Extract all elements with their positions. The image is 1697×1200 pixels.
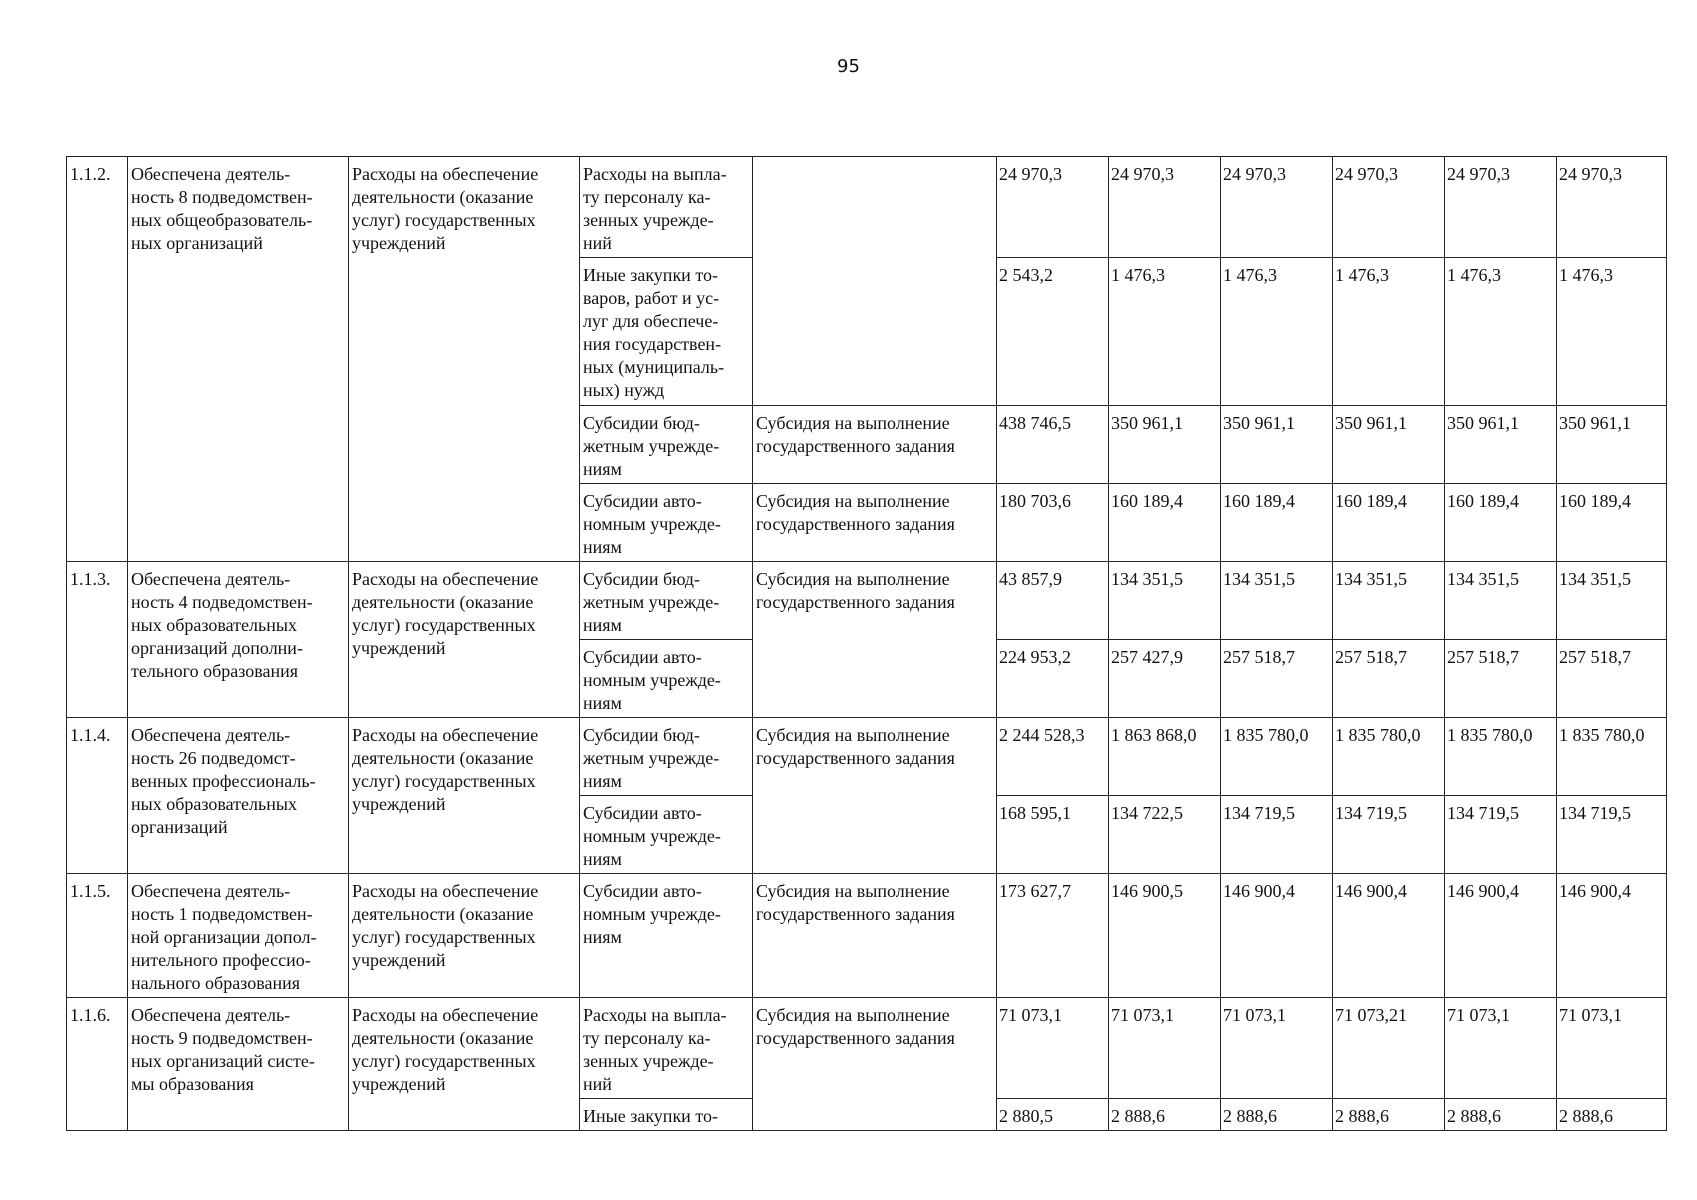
expense-type: Субсидии авто- номным учрежде- ниям (580, 874, 753, 998)
purpose: Субсидия на выполнение государственного задания (753, 718, 997, 874)
value-cell: 71 073,21 (1333, 998, 1445, 1099)
value-cell: 160 189,4 (1557, 484, 1667, 562)
value-cell: 350 961,1 (1221, 406, 1333, 484)
value-cell: 160 189,4 (1221, 484, 1333, 562)
value-cell: 134 351,5 (1333, 562, 1445, 640)
value-cell: 1 476,3 (1333, 258, 1445, 406)
value-cell: 350 961,1 (1445, 406, 1557, 484)
value-cell: 257 518,7 (1557, 640, 1667, 718)
value-cell: 24 970,3 (1221, 157, 1333, 258)
purpose: Субсидия на выполнение государственного задания (753, 484, 997, 562)
value-cell: 1 835 780,0 (1445, 718, 1557, 796)
value-cell: 1 835 780,0 (1221, 718, 1333, 796)
purpose (753, 157, 997, 406)
value-cell: 24 970,3 (1445, 157, 1557, 258)
value-cell: 2 244 528,3 (997, 718, 1109, 796)
value-cell: 71 073,1 (1557, 998, 1667, 1099)
section-id: 1.1.6. (67, 998, 128, 1131)
value-cell: 257 518,7 (1221, 640, 1333, 718)
expense-type: Субсидии авто- номным учрежде- ниям (580, 796, 753, 874)
value-cell: 146 900,4 (1445, 874, 1557, 998)
value-cell: 350 961,1 (1333, 406, 1445, 484)
purpose: Субсидия на выполнение государственного задания (753, 998, 997, 1131)
value-cell: 2 888,6 (1221, 1099, 1333, 1131)
value-cell: 2 543,2 (997, 258, 1109, 406)
section-id: 1.1.5. (67, 874, 128, 998)
value-cell: 160 189,4 (1333, 484, 1445, 562)
expense-type: Субсидии бюд- жетным учрежде- ниям (580, 562, 753, 640)
value-cell: 1 835 780,0 (1557, 718, 1667, 796)
expense-type: Расходы на выпла- ту персоналу ка- зенных учрежде- ний (580, 998, 753, 1099)
expense-type: Субсидии бюд- жетным учрежде- ниям (580, 406, 753, 484)
expense-type: Иные закупки то- (580, 1099, 753, 1131)
table-row (67, 562, 1667, 640)
value-cell: 168 595,1 (997, 796, 1109, 874)
purpose: Субсидия на выполнение государственного задания (753, 874, 997, 998)
value-cell: 1 863 868,0 (1109, 718, 1221, 796)
value-cell: 24 970,3 (997, 157, 1109, 258)
expense-description: Расходы на обеспечение деятельности (оказание услуг) государственных учреждений (349, 562, 580, 718)
value-cell: 1 476,3 (1221, 258, 1333, 406)
section-id: 1.1.2. (67, 157, 128, 562)
value-cell: 160 189,4 (1445, 484, 1557, 562)
value-cell: 257 518,7 (1445, 640, 1557, 718)
section-title: Обеспечена деятель- ность 26 подведомст- венных профессиональ- ных образовательных организаций (128, 718, 349, 874)
value-cell: 146 900,4 (1557, 874, 1667, 998)
expense-type: Иные закупки то- варов, работ и ус- луг для обеспече- ния государствен- ных (муниципаль- ных) нужд (580, 258, 753, 406)
value-cell: 24 970,3 (1557, 157, 1667, 258)
value-cell: 71 073,1 (1445, 998, 1557, 1099)
value-cell: 71 073,1 (1109, 998, 1221, 1099)
table-row (67, 157, 1667, 258)
value-cell: 160 189,4 (1109, 484, 1221, 562)
table-row (67, 998, 1667, 1099)
value-cell: 146 900,4 (1333, 874, 1445, 998)
section-title: Обеспечена деятель- ность 4 подведомствен- ных образовательных организаций дополни- тельного образования (128, 562, 349, 718)
value-cell: 71 073,1 (1221, 998, 1333, 1099)
value-cell: 134 351,5 (1557, 562, 1667, 640)
value-cell: 350 961,1 (1557, 406, 1667, 484)
value-cell: 71 073,1 (997, 998, 1109, 1099)
value-cell: 134 719,5 (1557, 796, 1667, 874)
table-row (67, 718, 1667, 796)
purpose: Субсидия на выполнение государственного задания (753, 562, 997, 718)
page-number: 95 (837, 56, 860, 77)
section-title: Обеспечена деятель- ность 1 подведомствен- ной организации допол- нительного профессио- нального образования (128, 874, 349, 998)
expense-type: Субсидии авто- номным учрежде- ниям (580, 640, 753, 718)
section-title: Обеспечена деятель- ность 9 подведомствен- ных организаций систе- мы образования (128, 998, 349, 1131)
section-title: Обеспечена деятель- ность 8 подведомствен- ных общеобразователь- ных организаций (128, 157, 349, 562)
value-cell: 173 627,7 (997, 874, 1109, 998)
value-cell: 1 476,3 (1557, 258, 1667, 406)
value-cell: 24 970,3 (1109, 157, 1221, 258)
value-cell: 134 719,5 (1221, 796, 1333, 874)
value-cell: 146 900,5 (1109, 874, 1221, 998)
value-cell: 24 970,3 (1333, 157, 1445, 258)
value-cell: 224 953,2 (997, 640, 1109, 718)
expense-type: Субсидии авто- номным учрежде- ниям (580, 484, 753, 562)
value-cell: 2 888,6 (1557, 1099, 1667, 1131)
expense-description: Расходы на обеспечение деятельности (оказание услуг) государственных учреждений (349, 157, 580, 562)
section-id: 1.1.4. (67, 718, 128, 874)
expense-description: Расходы на обеспечение деятельности (оказание услуг) государственных учреждений (349, 718, 580, 874)
table-row (67, 874, 1667, 998)
value-cell: 180 703,6 (997, 484, 1109, 562)
value-cell: 257 518,7 (1333, 640, 1445, 718)
value-cell: 146 900,4 (1221, 874, 1333, 998)
value-cell: 2 888,6 (1445, 1099, 1557, 1131)
expense-type: Расходы на выпла- ту персоналу ка- зенных учрежде- ний (580, 157, 753, 258)
purpose: Субсидия на выполнение государственного задания (753, 406, 997, 484)
value-cell: 134 351,5 (1109, 562, 1221, 640)
section-id: 1.1.3. (67, 562, 128, 718)
budget-table (66, 156, 1667, 1131)
value-cell: 134 719,5 (1445, 796, 1557, 874)
value-cell: 2 888,6 (1333, 1099, 1445, 1131)
value-cell: 2 888,6 (1109, 1099, 1221, 1131)
value-cell: 134 351,5 (1445, 562, 1557, 640)
value-cell: 1 835 780,0 (1333, 718, 1445, 796)
expense-description: Расходы на обеспечение деятельности (оказание услуг) государственных учреждений (349, 998, 580, 1131)
value-cell: 134 722,5 (1109, 796, 1221, 874)
expense-description: Расходы на обеспечение деятельности (оказание услуг) государственных учреждений (349, 874, 580, 998)
value-cell: 2 880,5 (997, 1099, 1109, 1131)
value-cell: 134 351,5 (1221, 562, 1333, 640)
value-cell: 1 476,3 (1109, 258, 1221, 406)
expense-type: Субсидии бюд- жетным учрежде- ниям (580, 718, 753, 796)
value-cell: 1 476,3 (1445, 258, 1557, 406)
value-cell: 134 719,5 (1333, 796, 1445, 874)
value-cell: 438 746,5 (997, 406, 1109, 484)
value-cell: 350 961,1 (1109, 406, 1221, 484)
value-cell: 257 427,9 (1109, 640, 1221, 718)
value-cell: 43 857,9 (997, 562, 1109, 640)
